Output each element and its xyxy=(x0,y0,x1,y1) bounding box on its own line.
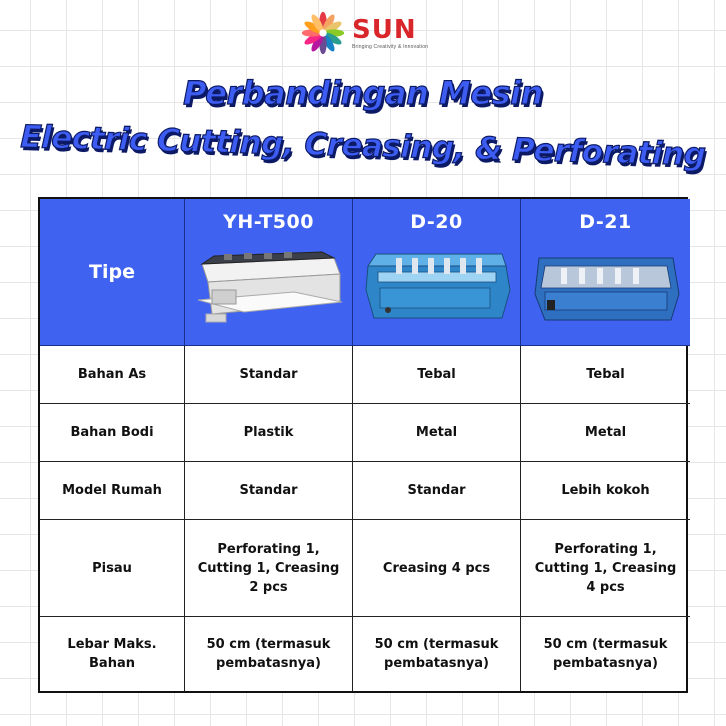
brand-tagline: Bringing Creativity & Innovation xyxy=(352,43,429,50)
comparison-table xyxy=(38,197,688,693)
model-name: D-20 xyxy=(410,211,463,233)
brand-logo xyxy=(300,10,428,56)
row-label-bahan-bodi: Bahan Bodi xyxy=(40,404,185,462)
row-label-lebar-maks-bahan: Lebar Maks. Bahan xyxy=(40,617,185,691)
header-model-d-21 xyxy=(521,199,690,346)
machine-blue-enclosed-image xyxy=(531,244,681,326)
row-label-pisau: Pisau xyxy=(40,520,185,617)
table-cell: 50 cm (termasuk pembatasnya) xyxy=(543,637,668,671)
page-title-line1: Perbandingan Mesin xyxy=(183,74,543,112)
table-cell: 50 cm (termasuk pembatasnya) xyxy=(185,617,353,691)
machine-blue-image xyxy=(362,244,512,326)
table-cell: Metal xyxy=(353,404,521,462)
brand-name: SUN xyxy=(352,14,417,45)
row-label-bahan-as: Bahan As xyxy=(40,346,185,404)
table-cell: Perforating 1, Cutting 1, Creasing 2 pcs xyxy=(185,520,353,617)
table-cell: Tebal xyxy=(521,346,690,404)
table-cell: Metal xyxy=(521,404,690,462)
row-label-model-rumah: Model Rumah xyxy=(40,462,185,520)
table-cell: Tebal xyxy=(353,346,521,404)
machine-white-image xyxy=(194,244,344,326)
header-type-cell xyxy=(40,199,185,346)
table-cell: Plastik xyxy=(185,404,353,462)
header-model-d-20 xyxy=(353,199,521,346)
table-cell: Standar xyxy=(185,346,353,404)
header-model-yh-t500 xyxy=(185,199,353,346)
table-cell: Standar xyxy=(353,462,521,520)
table-cell: Standar xyxy=(185,462,353,520)
page-title-line2: Electric Cutting, Creasing, & Perforating xyxy=(20,119,706,173)
model-name: YH-T500 xyxy=(223,211,314,233)
table-cell: Lebih kokoh xyxy=(521,462,690,520)
model-name: D-21 xyxy=(579,211,632,233)
header-type-label: Tipe xyxy=(89,260,135,283)
table-cell: 50 cm (termasuk pembatasnya) xyxy=(353,617,521,691)
table-cell: Creasing 4 pcs xyxy=(353,520,521,617)
table-cell: Perforating 1, Cutting 1, Creasing 4 pcs xyxy=(521,520,690,617)
flower-logo-icon xyxy=(300,10,346,56)
